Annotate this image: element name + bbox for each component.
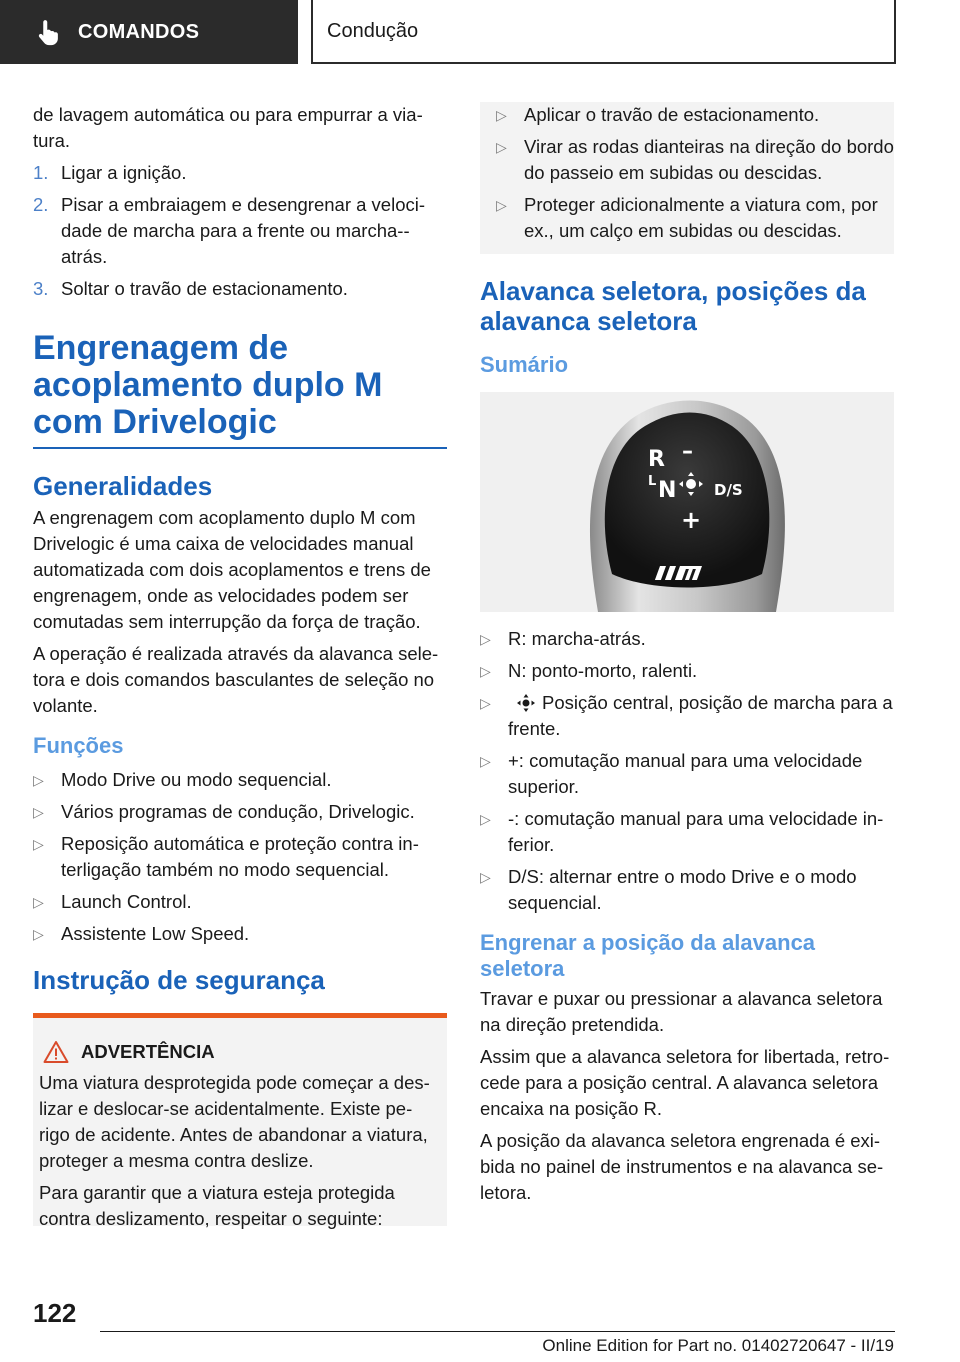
general-paragraph-2: A operação é realizada através da alavanca sele-tora e dois comandos basculantes de seleção no volante. — [33, 643, 439, 716]
triangle-bullet-icon: ▷ — [480, 753, 491, 769]
selector-heading: Alavanca seletora, posições da alavanca seletora — [480, 276, 866, 336]
engage-paragraph-3: A posição da alavanca seletora engrenada é exi-bida no painel de instrumentos e na alavanca se-letora. — [480, 1130, 884, 1203]
right-column — [480, 102, 894, 1212]
functions-heading: Funções — [33, 733, 124, 758]
intro-text: de lavagem automática ou para empurrar a via-tura. — [33, 104, 423, 151]
plus-label: + — [681, 506, 702, 534]
page-number: 122 — [33, 1298, 77, 1328]
gear-selector-figure — [480, 392, 894, 612]
list-item — [33, 160, 447, 186]
chapter-tab[interactable] — [0, 0, 298, 64]
position-text-with-icon — [508, 690, 894, 742]
list-item — [480, 192, 894, 244]
list-item — [33, 831, 447, 883]
measure-text: Virar as rodas dianteiras na direção do bordo do passeio em subidas ou descidas. — [524, 136, 894, 183]
drive-sport-label: D/S — [714, 481, 743, 499]
steps-list — [33, 160, 447, 302]
section-header — [311, 0, 896, 64]
chapter-heading: Engrenagem de acoplamento duplo M com Drivelogic — [33, 330, 447, 449]
edition-info: Online Edition for Part no. 01402720647 - II/19 — [542, 1336, 894, 1355]
triangle-bullet-icon: ▷ — [480, 631, 491, 647]
triangle-bullet-icon: ▷ — [496, 139, 507, 155]
step-number: 1. — [33, 162, 49, 183]
list-item — [480, 626, 894, 652]
triangle-bullet-icon: ▷ — [480, 811, 491, 827]
list-item — [480, 748, 894, 800]
list-item — [480, 102, 894, 128]
list-item — [33, 767, 447, 793]
list-item — [480, 806, 894, 858]
triangle-bullet-icon: ▷ — [33, 926, 44, 942]
warning-title — [39, 1040, 441, 1064]
hand-pointer-icon — [34, 17, 64, 47]
l-label: L — [648, 474, 657, 489]
triangle-bullet-icon: ▷ — [480, 663, 491, 679]
reverse-label: R — [648, 447, 665, 472]
list-item — [480, 690, 894, 742]
list-item — [33, 889, 447, 915]
warning-paragraph-2: Para garantir que a viatura esteja protegida contra deslizamento, respeitar o seguinte: — [39, 1182, 395, 1229]
functions-list — [33, 767, 447, 947]
position-text: R: marcha-atrás. — [508, 628, 646, 649]
safety-heading: Instrução de segurança — [33, 965, 325, 995]
list-item — [33, 921, 447, 947]
function-text: Launch Control. — [61, 891, 192, 912]
chapter-label: COMANDOS — [78, 20, 200, 43]
position-text: -: comutação manual para uma velocidade in-ferior. — [508, 808, 884, 855]
neutral-label: N — [658, 478, 677, 503]
triangle-bullet-icon: ▷ — [496, 197, 507, 213]
section-title: Condução — [327, 19, 419, 42]
general-paragraph-1: A engrenagem com acoplamento duplo M com Drivelogic é uma caixa de velocidades manual automatizada com dois acoplamentos e trens de engrenagem, onde as velocidades podem ser comutadas sem interrupção da força de tração. — [33, 507, 431, 632]
step-text: Pisar a embraiagem e desengrenar a veloci-dade de marcha para a frente ou marcha--atrás. — [61, 194, 426, 267]
step-text: Ligar a ignição. — [61, 162, 187, 183]
warning-triangle-icon — [43, 1040, 69, 1064]
general-heading: Generalidades — [33, 471, 213, 501]
function-text: Assistente Low Speed. — [61, 923, 250, 944]
triangle-bullet-icon: ▷ — [33, 836, 44, 852]
left-column — [33, 102, 447, 1229]
function-text: Reposição automática e proteção contra in-terligação também no modo sequencial. — [61, 833, 419, 880]
warning-label: ADVERTÊNCIA — [81, 1041, 215, 1062]
list-item — [480, 658, 894, 684]
summary-heading: Sumário — [480, 352, 569, 377]
warning-paragraph-1: Uma viatura desprotegida pode começar a des-lizar e deslocar-se acidentalmente. Existe pe-rigo de acidente. Antes de abandonar a viatura, proteger a mesma contra deslize. — [39, 1072, 430, 1171]
triangle-bullet-icon: ▷ — [496, 107, 507, 123]
step-text: Soltar o travão de estacionamento. — [61, 278, 348, 299]
engage-paragraph-2: Assim que a alavanca seletora for libertada, retro-cede para a posição central. A alavanca seletora encaixa na posição R. — [480, 1046, 890, 1119]
triangle-bullet-icon: ▷ — [33, 772, 44, 788]
list-item — [33, 276, 447, 302]
positions-list — [480, 626, 894, 916]
position-text: N: ponto-morto, ralenti. — [508, 660, 698, 681]
engage-heading: Engrenar a posição da alavanca seletora — [480, 930, 816, 981]
list-item — [33, 799, 447, 825]
triangle-bullet-icon: ▷ — [33, 804, 44, 820]
measure-text: Aplicar o travão de estacionamento. — [524, 104, 820, 125]
triangle-bullet-icon: ▷ — [480, 869, 491, 885]
measure-text: Proteger adicionalmente a viatura com, por ex., um calço em subidas ou descidas. — [524, 194, 878, 241]
step-number: 2. — [33, 194, 49, 215]
position-text: D/S: alternar entre o modo Drive e o modo sequencial. — [508, 866, 857, 913]
function-text: Vários programas de condução, Drivelogic. — [61, 801, 415, 822]
list-item — [480, 134, 894, 186]
center-position-icon — [516, 694, 536, 712]
step-number: 3. — [33, 278, 49, 299]
function-text: Modo Drive ou modo sequencial. — [61, 769, 332, 790]
triangle-bullet-icon: ▷ — [33, 894, 44, 910]
list-item — [33, 192, 447, 270]
warning-box — [33, 1013, 447, 1229]
engage-paragraph-1: Travar e puxar ou pressionar a alavanca seletora na direção pretendida. — [480, 988, 883, 1035]
safety-measures-list — [480, 102, 894, 244]
position-text: +: comutação manual para uma velocidade superior. — [508, 750, 863, 797]
gear-lever-illustration — [480, 392, 894, 612]
list-item — [480, 864, 894, 916]
safety-measures-box — [480, 102, 894, 254]
position-text: Posição central, posição de marcha para a frente. — [508, 692, 893, 739]
triangle-bullet-icon: ▷ — [480, 695, 491, 711]
minus-label: – — [682, 439, 693, 464]
footer-divider — [100, 1331, 895, 1332]
